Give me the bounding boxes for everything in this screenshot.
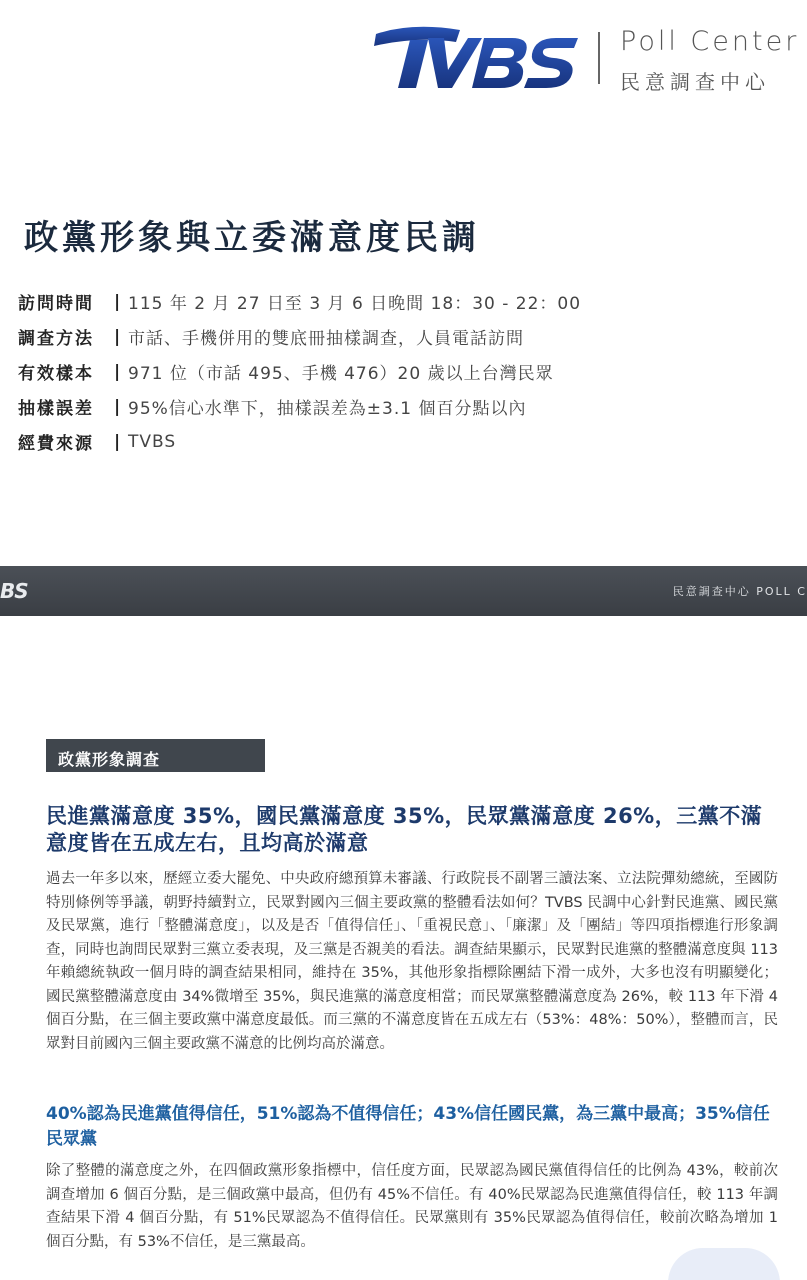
survey-info-list [18, 284, 798, 459]
info-separator: | [114, 431, 121, 452]
banner-logo: BS [0, 579, 28, 603]
page-banner [0, 566, 807, 616]
banner-poll-center-text: 民意調查中心 POLL C [672, 585, 807, 598]
info-label: 調查方法 [18, 329, 94, 349]
info-row-interview-time [18, 284, 798, 319]
article-headline: 民進黨滿意度 35%，國民黨滿意度 35%，民眾黨滿意度 26%，三黨不滿意度皆在五成左右，且均高於滿意 [46, 804, 763, 855]
logo-divider [598, 32, 600, 84]
info-row-error [18, 389, 798, 424]
article-subheadline: 40%認為民進黨值得信任，51%認為不值得信任；43%信任國民黨，為三黨中最高；35%信任民眾黨 [46, 1104, 770, 1149]
info-value: 971 位（市話 495、手機 476）20 歲以上台灣民眾 [128, 364, 554, 384]
info-value: 115 年 2 月 27 日至 3 月 6 日晚間 18：30 - 22：00 [128, 294, 582, 314]
report-title: 政黨形象與立委滿意度民調 [24, 218, 480, 258]
article-paragraph: 過去一年多以來，歷經立委大罷免、中央政府總預算未審議、行政院長不副署三讀法案、立法院彈劾總統，至國防特別條例等爭議，朝野持續對立，民眾對國內三個主要政黨的整體看法如何？TVBS 民調中心針對民進黨、國民黨及民眾黨，進行「整體滿意度」，以及是否「值得信任」、「重視民意」、「廉潔」及「團結」等四項指標進行形象調查，同時也詢問民眾對三黨立委表現，及三黨是否親美的看法。調查結果顯示，民眾對民進黨的整體滿意度與 113 年賴總統執政一個月時的調查結果相同，維持在 35%，其他形象指標除團結下滑一成外，大多也沒有明顯變化；國民黨整體滿意度由 34%微增至 35%，與民進黨的滿意度相當；而民眾黨整體滿意度為 26%，較 113 年下滑 4 個百分點，在三個主要政黨中滿意度最低。而三黨的不滿意度皆在五成左右（53%：48%：50%），整體而言，民眾對目前國內三個主要政黨不滿意的比例均高於滿意。 [46, 871, 778, 1052]
info-separator: | [114, 361, 121, 382]
poll-center-zh: 民意調查中心 [620, 70, 770, 94]
info-row-funding [18, 424, 798, 459]
floating-action-button[interactable] [668, 1248, 780, 1280]
info-separator: | [114, 396, 121, 417]
info-label: 訪問時間 [18, 294, 94, 314]
info-row-method [18, 319, 798, 354]
info-label: 有效樣本 [18, 364, 94, 384]
info-value: 市話、手機併用的雙底冊抽樣調查，人員電話訪問 [128, 329, 524, 349]
info-separator: | [114, 326, 121, 347]
info-separator: | [114, 291, 121, 312]
info-value: 95%信心水準下，抽樣誤差為±3.1 個百分點以內 [128, 399, 527, 419]
poll-center-en: Poll Center [620, 26, 800, 57]
info-label: 經費來源 [18, 434, 94, 454]
article-paragraph: 除了整體的滿意度之外，在四個政黨形象指標中，信任度方面，民眾認為國民黨值得信任的比例為 43%，較前次調查增加 6 個百分點，是三個政黨中最高，但仍有 45%不信任。有 40%民眾認為民進黨值得信任，較 113 年調查結果下滑 4 個百分點，有 51%民眾認為不值得信任。民眾黨則有 35%民眾認為值得信任，較前次略為增加 1 個百分點，有 53%不信任，是三黨最高。 [46, 1163, 778, 1250]
info-row-sample [18, 354, 798, 389]
tvbs-logo-icon [372, 24, 582, 92]
info-value: TVBS [128, 431, 177, 452]
section-tag: 政黨形象調查 [46, 739, 265, 772]
header-logo [372, 24, 802, 94]
info-label: 抽樣誤差 [18, 399, 94, 419]
